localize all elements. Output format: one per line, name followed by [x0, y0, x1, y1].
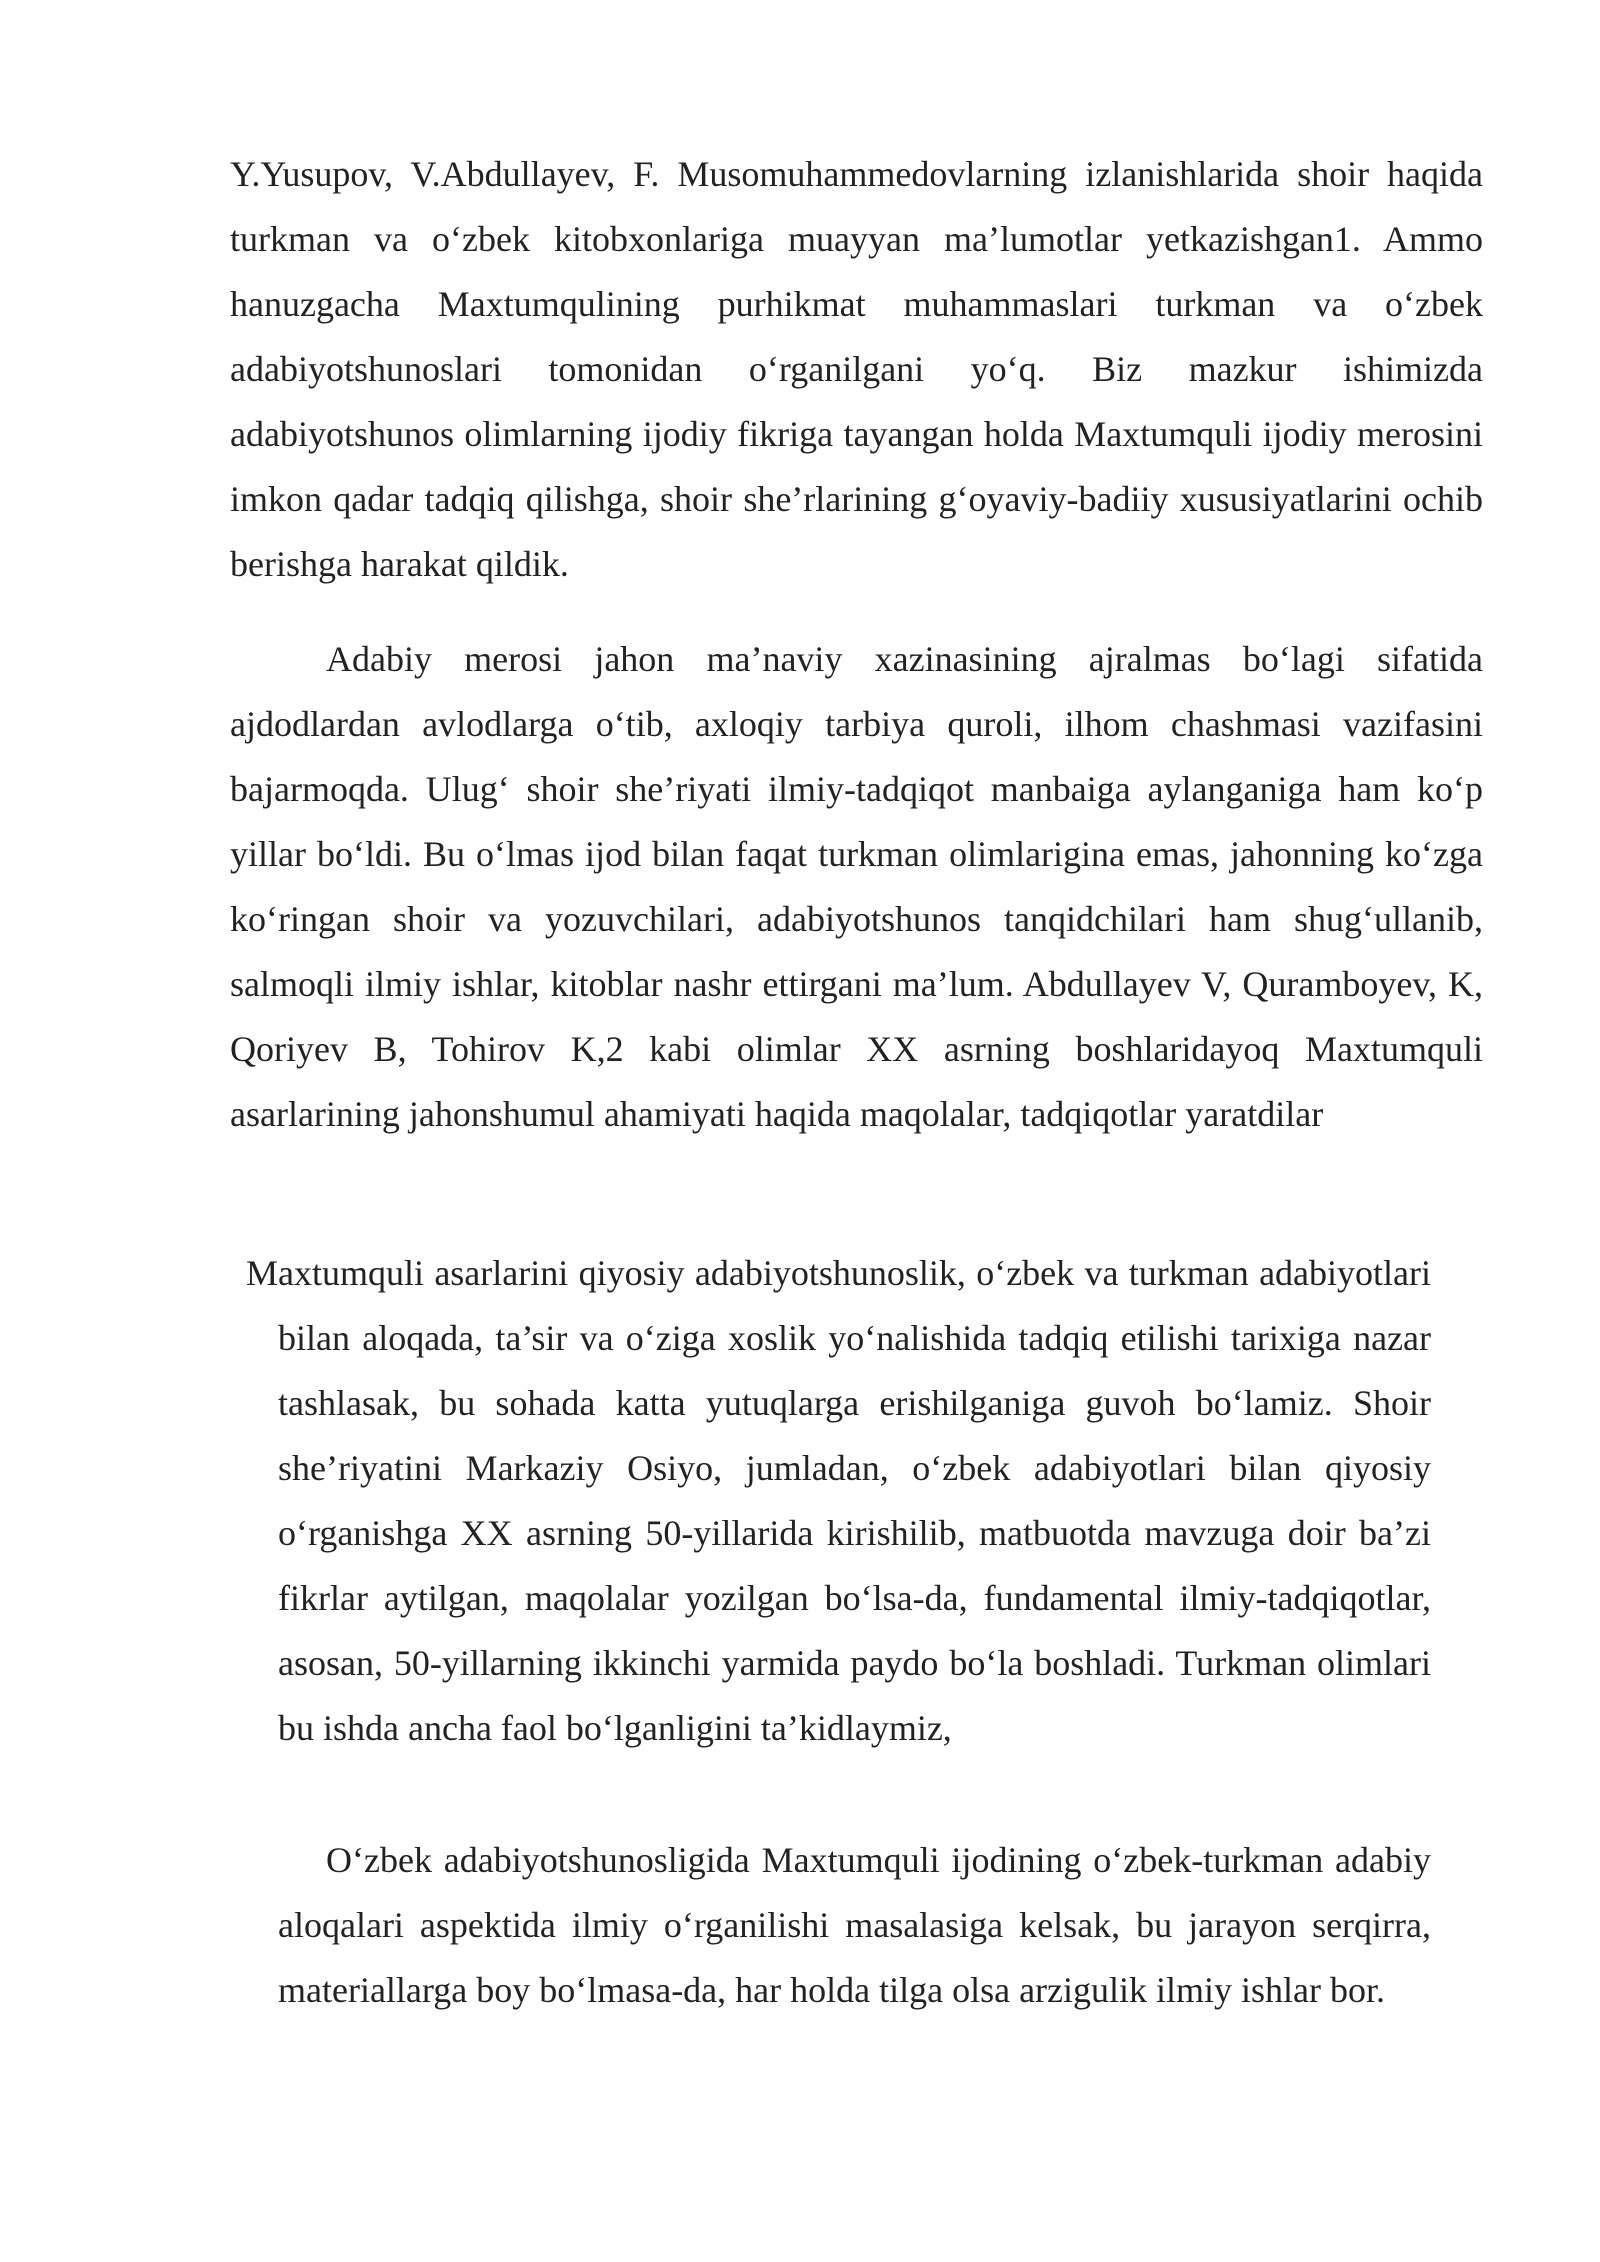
paragraph-3: Maxtumquli asarlarini qiyosiy adabiyotshunoslik, o‘zbek va turkman adabiyotlari bilan aloqada, ta’sir va o‘ziga xoslik yo‘nalishida tadqiq etilishi tarixiga nazar tashlasak, bu sohada katta yutuqlarga erishilganiga guvoh bo‘lamiz. Shoir she’riyatini Markaziy Osiyo, jumladan, o‘zbek adabiyotlari bilan qiyosiy o‘rganishga XX asrning 50-yillarida kirishilib, matbuotda mavzuga doir ba’zi fikrlar aytilgan, maqolalar yozilgan bo‘lsa-da, fundamental ilmiy-tadqiqotlar, asosan, 50-yillarning ikkinchi yarmida paydo bo‘la boshladi. Turkman olimlari bu ishda ancha faol bo‘lganligini ta’kidlaymiz,	[246, 1253, 1431, 1748]
paragraph-1: Y.Yusupov, V.Abdullayev, F. Musomuhammedovlarning izlanishlarida shoir haqida turkman va o‘zbek kitobxonlariga muayyan ma’lumotlar yetkazishgan1. Ammo hanuzgacha Maxtumqulining purhikmat muhammaslari turkman va o‘zbek adabiyotshunoslari tomonidan o‘rganilgani yo‘q. Biz mazkur ishimizda adabiyotshunos olimlarning ijodiy fikriga tayangan holda Maxtumquli ijodiy merosini imkon qadar tadqiq qilishga, shoir she’rlarining g‘oyaviy-badiiy xususiyatlarini ochib berishga harakat qildik.	[230, 154, 1483, 584]
paragraph-2: Adabiy merosi jahon ma’naviy xazinasining ajralmas bo‘lagi sifatida ajdodlardan avlodlarga o‘tib, axloqiy tarbiya quroli, ilhom chashmasi vazifasini bajarmoqda. Ulug‘ shoir she’riyati ilmiy-tadqiqot manbaiga aylanganiga ham ko‘p yillar bo‘ldi. Bu o‘lmas ijod bilan faqat turkman olimlarigina emas, jahonning ko‘zga ko‘ringan shoir va yozuvchilari, adabiyotshunos tanqidchilari ham shug‘ullanib, salmoqli ilmiy ishlar, kitoblar nashr ettirgani ma’lum. Abdullayev V, Quramboyev, K, Qoriyev B, Tohirov K,2 kabi olimlar XX asrning boshlaridayoq Maxtumquli asarlarining jahonshumul ahamiyati haqida maqolalar, tadqiqotlar yaratdilar	[230, 639, 1483, 1134]
paragraph-4: O‘zbek adabiyotshunosligida Maxtumquli ijodining o‘zbek-turkman adabiy aloqalari aspektida ilmiy o‘rganilishi masalasiga kelsak, bu jarayon serqirra, materiallarga boy bo‘lmasa-da, har holda tilga olsa arzigulik ilmiy ishlar bor.	[278, 1840, 1431, 2010]
